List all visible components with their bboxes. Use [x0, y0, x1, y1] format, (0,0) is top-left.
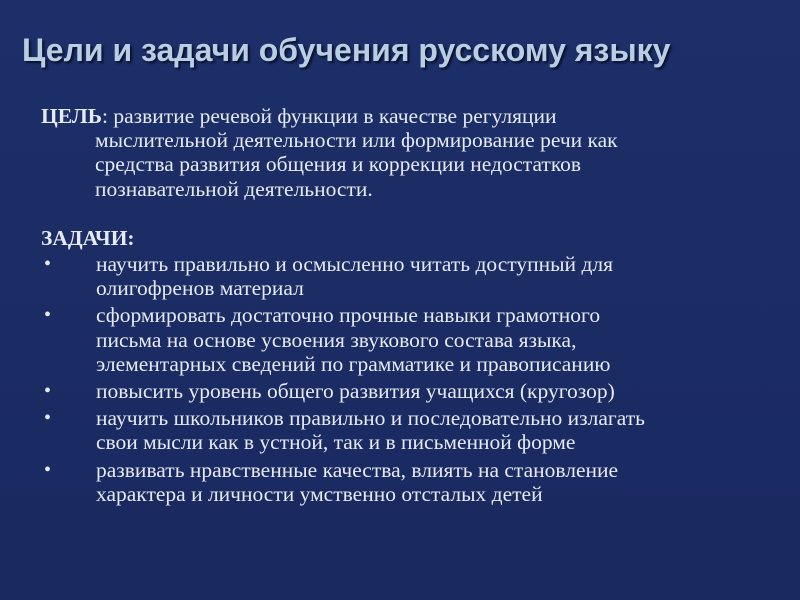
goal-separator: :	[102, 104, 108, 128]
tasks-label: ЗАДАЧИ:	[41, 225, 135, 250]
goal-line-2: мыслительной деятельности или формирование речи как	[95, 128, 618, 153]
task-item	[0, 379, 786, 403]
bullet-icon: •	[44, 253, 52, 276]
task-line: свои мысли как в устной, так и в письменной форме	[96, 430, 576, 455]
goal-label: ЦЕЛЬ	[41, 104, 103, 128]
task-line: характера и личности умственно отсталых детей	[96, 481, 543, 506]
task-item	[0, 406, 786, 454]
goal-first-line	[41, 104, 741, 128]
goal-line-4: познавательной деятельности.	[95, 176, 373, 201]
goal-paragraph	[41, 104, 741, 201]
task-line: письма на основе усвоения звукового состава языка,	[96, 327, 577, 352]
task-line: олигофренов материал	[96, 276, 304, 301]
slide-content	[0, 104, 800, 509]
bullet-icon: •	[44, 304, 52, 327]
goal-line-1: развитие речевой функции в качестве регуляции	[108, 104, 557, 128]
task-line: элементарных сведений по грамматике и правописанию	[96, 351, 611, 376]
goal-continuation	[41, 128, 741, 201]
goal-line-3: средства развития общения и коррекции недостатков	[95, 152, 582, 177]
slide-title: Цели и задачи обучения русскому языку	[22, 32, 671, 68]
task-line: научить правильно и осмысленно читать доступный для	[96, 252, 613, 277]
task-item	[0, 303, 786, 376]
task-item	[0, 458, 786, 506]
task-line: повысить уровень общего развития учащихся (кругозор)	[96, 379, 615, 404]
bullet-icon: •	[44, 407, 52, 430]
tasks-list	[0, 252, 800, 506]
bullet-icon: •	[44, 458, 52, 481]
task-line: развивать нравственные качества, влиять на становление	[96, 457, 619, 482]
task-line: научить школьников правильно и последовательно излагать	[96, 406, 645, 431]
bullet-icon: •	[44, 380, 52, 403]
task-item	[0, 252, 786, 300]
task-line: сформировать достаточно прочные навыки грамотного	[96, 303, 601, 328]
